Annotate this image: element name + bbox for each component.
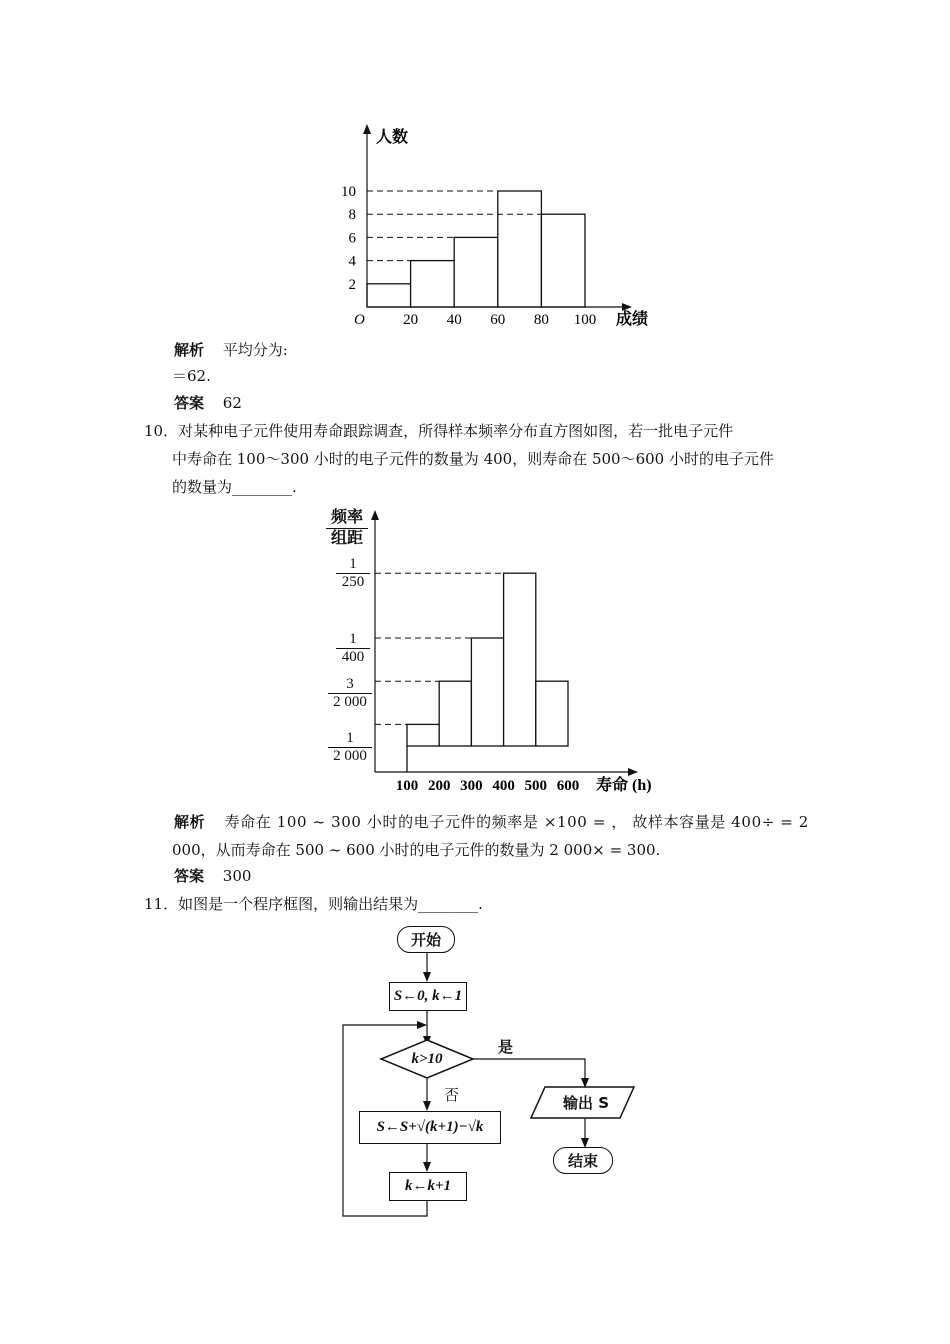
analysis-label: 解析 — [174, 813, 206, 831]
question-text: 如图是一个程序框图，则输出结果为________. — [178, 895, 483, 913]
question-number: 11． — [144, 895, 179, 913]
denominator: 2 000 — [328, 747, 372, 765]
denominator: 400 — [336, 648, 370, 666]
update-process: S←S+√(k+1)−√k — [359, 1111, 501, 1144]
no-label: 否 — [444, 1086, 460, 1104]
answer-label: 答案 — [174, 867, 205, 885]
numerator: 1 — [346, 730, 354, 746]
denominator: 250 — [336, 573, 370, 591]
x-tick-label: 100 — [573, 312, 597, 328]
numerator: 1 — [349, 556, 357, 572]
answer-value: 62 — [222, 394, 242, 412]
question-number: 10． — [144, 422, 179, 440]
q10-line3: 的数量为________. — [172, 478, 297, 496]
origin-label: O — [354, 312, 365, 328]
output-text: 输出 S — [562, 1094, 610, 1112]
y-tick-label: 10 — [341, 184, 356, 200]
x-tick-label: 20 — [403, 312, 419, 328]
denominator: 2 000 — [328, 693, 372, 711]
answer-label: 答案 — [174, 394, 205, 412]
y-tick-label: 6 — [348, 230, 356, 247]
x-tick-label: 600 — [556, 778, 580, 794]
x-tick-label: 400 — [492, 778, 515, 794]
analysis-label: 解析 — [174, 341, 205, 359]
q10-line2: 中寿命在 100～300 小时的电子元件的数量为 400，则寿命在 500～600 小时的电子元件 — [172, 450, 774, 468]
x-axis-label: 寿命 (h) — [596, 777, 652, 794]
answer-value: 300 — [222, 867, 252, 885]
x-tick-label: 500 — [524, 778, 548, 794]
start-terminal: 开始 — [397, 926, 455, 953]
y-tick-label: 8 — [348, 207, 356, 224]
q10-analysis-line2: 000，从而寿命在 500 ~ 600 小时的电子元件的数量为 2 000× = 300. — [172, 841, 661, 859]
x-tick-label: 300 — [460, 778, 483, 794]
y-axis-label: 人数 — [376, 129, 409, 146]
x-tick-label: 200 — [427, 778, 451, 794]
y-tick-label: 2 — [348, 276, 356, 293]
y-label-denominator: 组距 — [326, 528, 368, 549]
numerator: 3 — [346, 676, 354, 692]
numerator: 1 — [349, 631, 357, 647]
init-process: S←0, k←1 — [389, 982, 467, 1011]
question-text: 对某种电子元件使用寿命跟踪调查，所得样本频率分布直方图如图，若一批电子元件 — [178, 422, 734, 440]
x-tick-label: 40 — [446, 312, 462, 328]
x-axis-label: 成绩 — [616, 311, 649, 328]
analysis-text: 平均分为: — [222, 341, 288, 359]
y-tick-label: 4 — [348, 253, 356, 270]
increment-process: k←k+1 — [389, 1172, 467, 1201]
yes-label: 是 — [498, 1038, 514, 1056]
y-label-numerator: 频率 — [330, 509, 363, 526]
x-tick-label: 100 — [395, 778, 419, 794]
x-tick-label: 80 — [533, 312, 549, 328]
end-terminal: 结束 — [553, 1147, 613, 1174]
x-tick-label: 60 — [490, 312, 506, 328]
condition-text: k>10 — [411, 1051, 443, 1067]
analysis-text: 寿命在 100 ~ 300 小时的电子元件的频率是 ×100 = ， 故样本容量是 400÷ = 2 — [224, 813, 809, 831]
q9-result: ＝62. — [172, 367, 211, 385]
